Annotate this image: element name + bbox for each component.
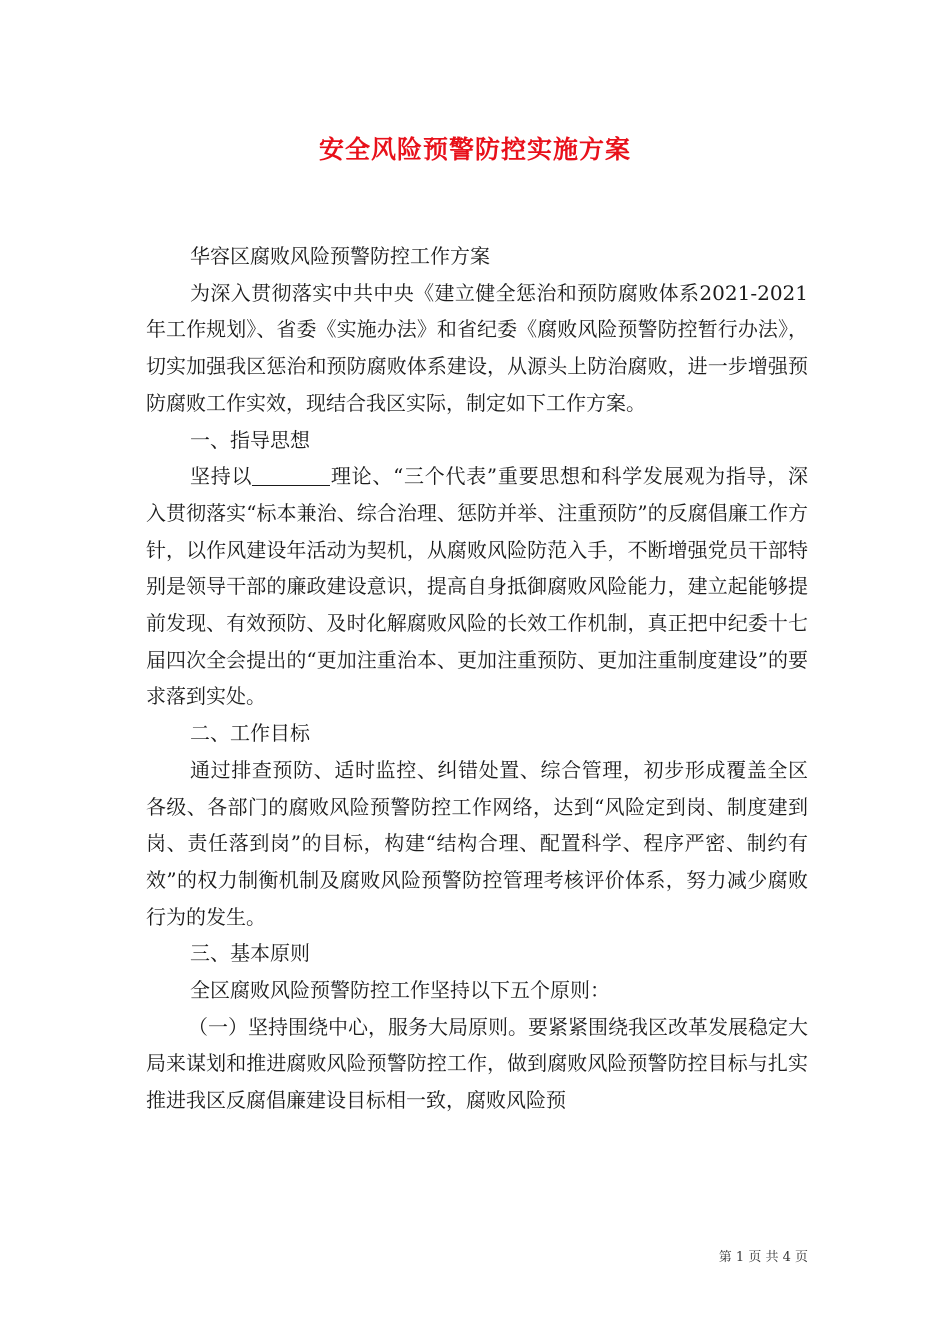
section2-paragraph: 通过排查预防、适时监控、纠错处置、综合管理，初步形成覆盖全区各级、各部门的腐败风险预警防控工作网络，达到“风险定到岗、制度建到岗、责任落到岗”的目标，构建“结构合理、配置科学、程序严密、制约有效”的权力制衡机制及腐败风险预警防控管理考核评价体系，努力减少腐败行为的发生。 (146, 757, 808, 929)
section1-text-rest: 理论、“三个代表”重要思想和科学发展观为指导，深入贯彻落实“标本兼治、综合治理、惩防并举、注重预防”的反腐倡廉工作方针，以作风建设年活动为契机，从腐败风险防范入手，不断增强党员干部特别是领导干部的廉政建设意识，提高自身抵御腐败风险能力，建立起能够提前发现、有效预防、及时化解腐败风险的长效工作机制，真正把中纪委十七届四次全会提出的“更加注重治本、更加注重预防、更加注重制度建设”的要求落到实处。 (146, 464, 808, 709)
section1-paragraph (146, 458, 808, 715)
page-title: 安全风险预警防控实施方案 (318, 135, 631, 164)
section3-heading: 三、基本原则 (190, 941, 310, 966)
page-number: 第 1 页 共 4 页 (718, 1250, 808, 1265)
section3-lead: 全区腐败风险预警防控工作坚持以下五个原则： (190, 978, 610, 1003)
document-body (146, 238, 808, 1119)
section3-item1: （一）坚持围绕中心，服务大局原则。要紧紧围绕我区改革发展稳定大局来谋划和推进腐败风险预警防控工作，做到腐败风险预警防控目标与扎实推进我区反腐倡廉建设目标相一致，腐败风险预 (146, 1014, 808, 1113)
section2-heading: 二、工作目标 (190, 721, 310, 746)
fill-in-blank (252, 465, 330, 486)
section1-text-start: 坚持以 (190, 464, 253, 489)
document-subtitle: 华容区腐败风险预警防控工作方案 (190, 244, 490, 268)
intro-paragraph: 为深入贯彻落实中共中央《建立健全惩治和预防腐败体系2021-2021年工作规划》、省委《实施办法》和省纪委《腐败风险预警防控暂行办法》，切实加强我区惩治和预防腐败体系建设，从源头上防治腐败，进一步增强预防腐败工作实效，现结合我区实际，制定如下工作方案。 (146, 280, 808, 415)
section1-heading: 一、指导思想 (190, 427, 310, 452)
